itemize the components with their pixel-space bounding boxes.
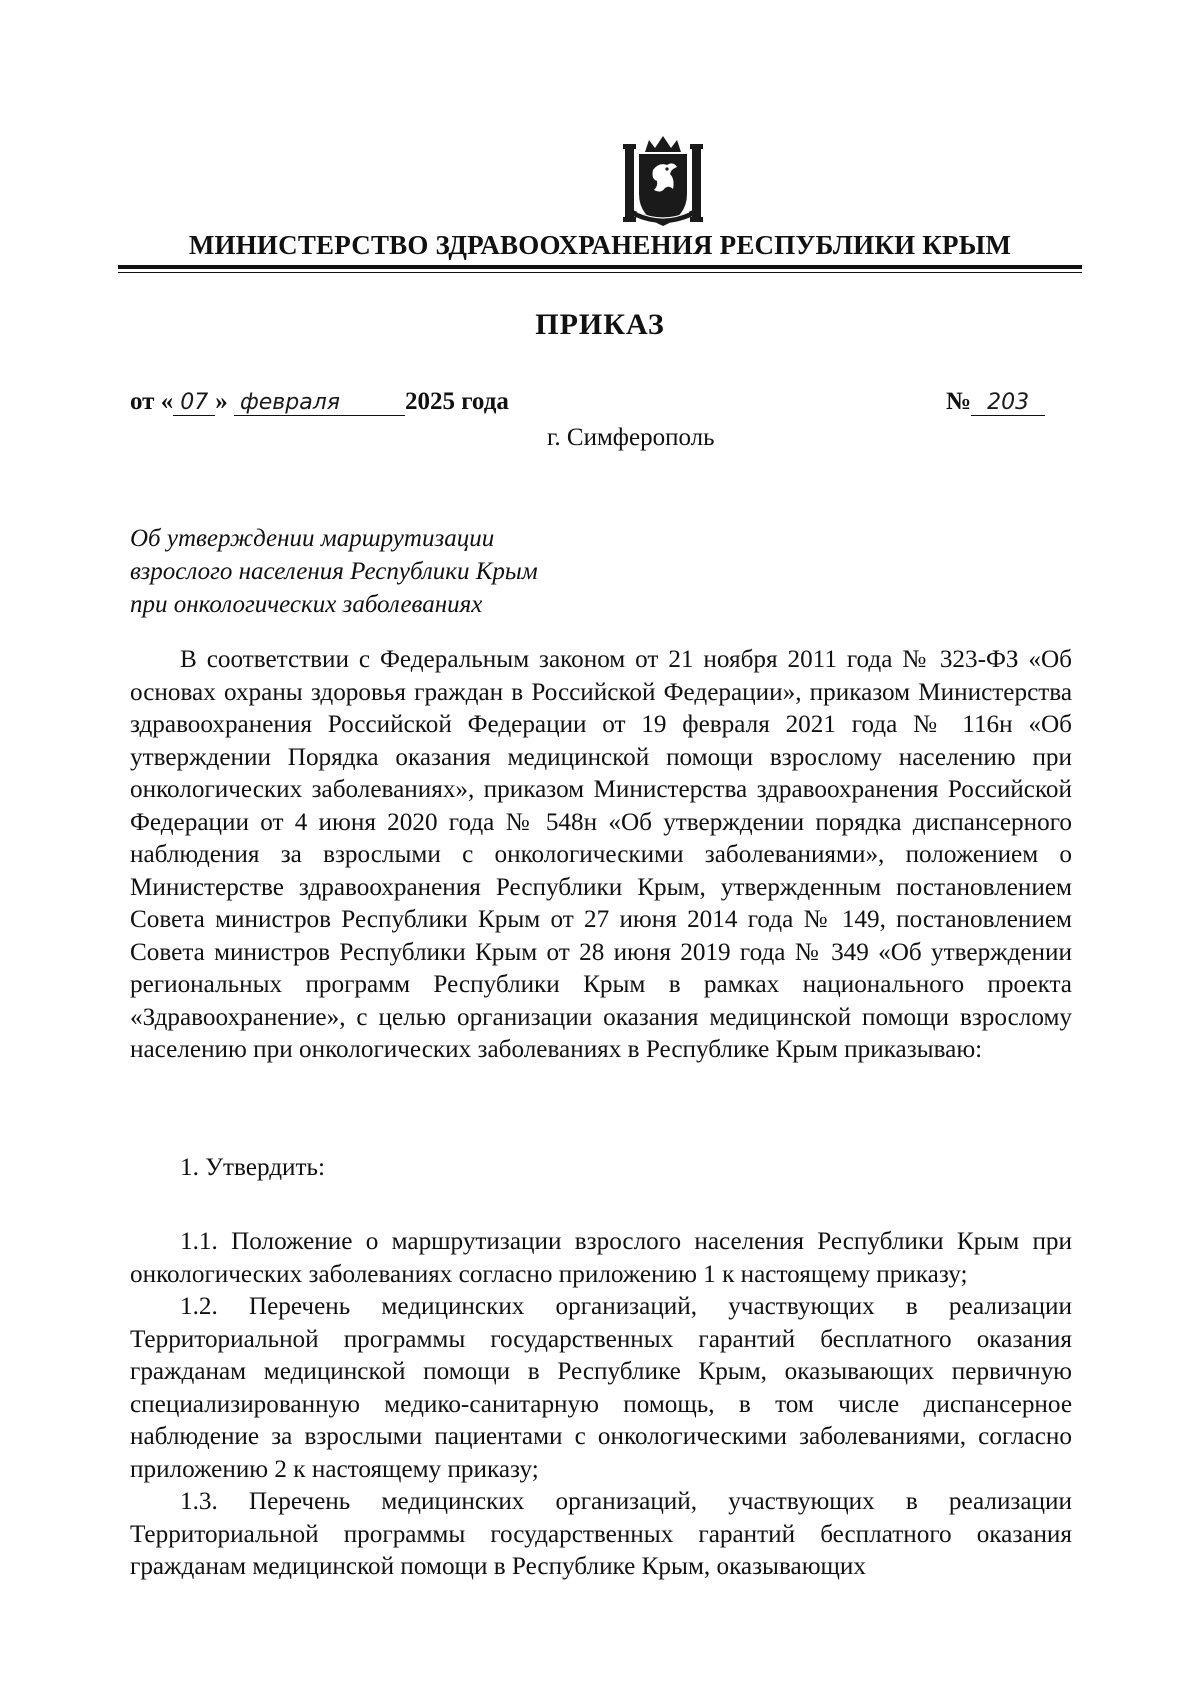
date-prefix: от « [130, 388, 174, 415]
order-date [130, 388, 509, 416]
order-number [946, 388, 1045, 416]
items-list [130, 1226, 1072, 1584]
item-1-1-paragraph: 1.1. Положение о маршрутизации взрослого населения Республики Крым при онкологических заболеваниях согласно приложению 1 к настоящему приказу; [130, 1228, 1072, 1288]
number-label: № [946, 388, 972, 415]
number-value-handwritten: 203 [971, 391, 1045, 416]
item-1-3-paragraph: 1.3. Перечень медицинских организаций, участвующих в реализации Территориальной программы государственных гарантий бесплатного оказания гражданам медицинской помощи в Республике Крым, оказывающих [130, 1488, 1072, 1580]
document-type-title: ПРИКАЗ [535, 308, 665, 341]
header-rule-thin [118, 272, 1082, 273]
preamble-block [130, 644, 1072, 1067]
subject-line: при онкологических заболеваниях [130, 591, 483, 618]
date-day-handwritten: 07 [173, 391, 215, 416]
subject-line: Об утверждении маршрутизации [130, 525, 495, 552]
city: г. Симферополь [547, 424, 715, 451]
item-1-paragraph: 1. Утвердить: [180, 1154, 326, 1181]
ministry-title: МИНИСТЕРСТВО ЗДРАВООХРАНЕНИЯ РЕСПУБЛИКИ КРЫМ [188, 230, 1012, 260]
preamble-paragraph: В соответствии с Федеральным законом от 21 ноября 2011 года № 323-ФЗ «Об основах охраны здоровья граждан в Российской Федерации», приказом Министерства здравоохранения Российской Федерации от 19 февраля 2021 года № 116н «Об утверждении Порядка оказания медицинской помощи взрослому населению при онкологических заболеваниях», приказом Министерства здравоохранения Российской Федерации от 4 июня 2020 года № 548н «Об утверждении порядка диспансерного наблюдения за взрослыми с онкологическими заболеваниями», положением о Министерстве здравоохранения Республики Крым, утвержденным постановлением Совета министров Республики Крым от 27 июня 2014 года № 149, постановлением Совета министров Республики Крым от 28 июня 2019 года № 349 «Об утверждении региональных программ Республики Крым в рамках национального проекта «Здравоохранение», с целью организации оказания медицинской помощи взрослому населению при онкологических заболеваниях в Республике Крым приказываю: [130, 646, 1072, 1063]
item-1-2-paragraph: 1.2. Перечень медицинских организаций, участвующих в реализации Территориальной программы государственных гарантий бесплатного оказания гражданам медицинской помощи в Республике Крым, оказывающих первичную специализированную медико-санитарную помощь, в том числе диспансерное наблюдение за взрослыми пациентами с онкологическими заболеваниями, согласно приложению 2 к настоящему приказу; [130, 1293, 1072, 1483]
date-year: 2025 года [404, 388, 509, 415]
order-subject [130, 522, 538, 621]
item-1-block [130, 1152, 1072, 1185]
crimea-coat-of-arms-icon [623, 134, 703, 230]
subject-line: взрослого населения Республики Крым [130, 558, 538, 585]
header-rule-thick [118, 265, 1082, 269]
date-mid: » [215, 388, 228, 415]
date-month-handwritten: февраля [234, 391, 405, 416]
